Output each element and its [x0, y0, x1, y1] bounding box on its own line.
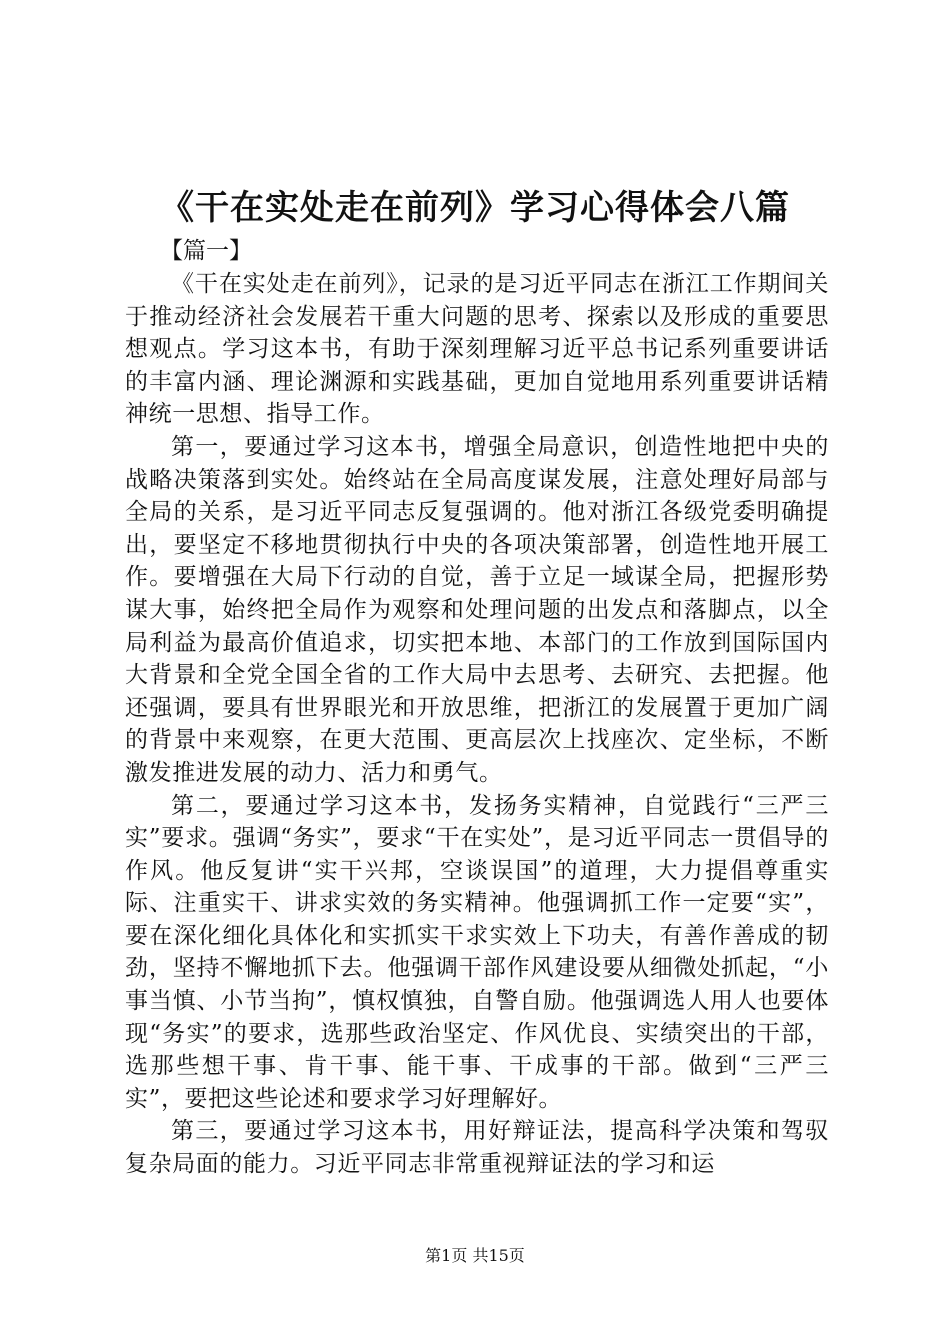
paragraph-first: 第一，要通过学习这本书，增强全局意识，创造性地把中央的战略决策落到实处。始终站在全局高度谋发展，注意处理好局部与全局的关系，是习近平同志反复强调的。他对浙江各级党委明确提出，要坚定不移地贯彻执行中央的各项决策部署，创造性地开展工作。要增强在大局下行动的自觉，善于立足一域谋全局，把握形势谋大事，始终把全局作为观察和处理问题的出发点和落脚点，以全局利益为最高价值追求，切实把本地、本部门的工作放到国际国内大背景和全党全国全省的工作大局中去思考、去研究、去把握。他还强调，要具有世界眼光和开放思维，把浙江的发展置于更加广阔的背景中来观察，在更大范围、更高层次上找座次、定坐标，不断激发推进发展的动力、活力和勇气。	[125, 433, 829, 786]
paragraph-second: 第二，要通过学习这本书，发扬务实精神，自觉践行“三严三实”要求。强调“务实”，要求“干在实处”，是习近平同志一贯倡导的作风。他反复讲“实干兴邦，空谈误国”的道理，大力提倡尊重实际、注重实干、讲求实效的务实精神。他强调抓工作一定要“实”，要在深化细化具体化和实抓实干求实效上下功夫，有善作善成的韧劲，坚持不懈地抓下去。他强调干部作风建设要从细微处抓起，“小事当慎、小节当拘”，慎权慎独，自警自励。他强调选人用人也要体现“务实”的要求，选那些政治坚定、作风优良、实绩突出的干部，选那些想干事、肯干事、能干事、干成事的干部。做到“三严三实”，要把这些论述和要求学习好理解好。	[125, 792, 829, 1112]
document-title: 《干在实处走在前列》学习心得体会八篇	[160, 188, 790, 228]
page-footer: 第1页 共15页	[425, 1246, 525, 1265]
section-label: 【篇一】	[160, 238, 252, 264]
document-body	[125, 268, 829, 1181]
paragraph-third: 第三，要通过学习这本书，用好辩证法，提高科学决策和驾驭复杂局面的能力。习近平同志非常重视辩证法的学习和运	[125, 1118, 829, 1178]
paragraph-intro: 《干在实处走在前列》，记录的是习近平同志在浙江工作期间关于推动经济社会发展若干重大问题的思考、探索以及形成的重要思想观点。学习这本书，有助于深刻理解习近平总书记系列重要讲话的丰富内涵、理论渊源和实践基础，更加自觉地用系列重要讲话精神统一思想、指导工作。	[125, 271, 829, 428]
